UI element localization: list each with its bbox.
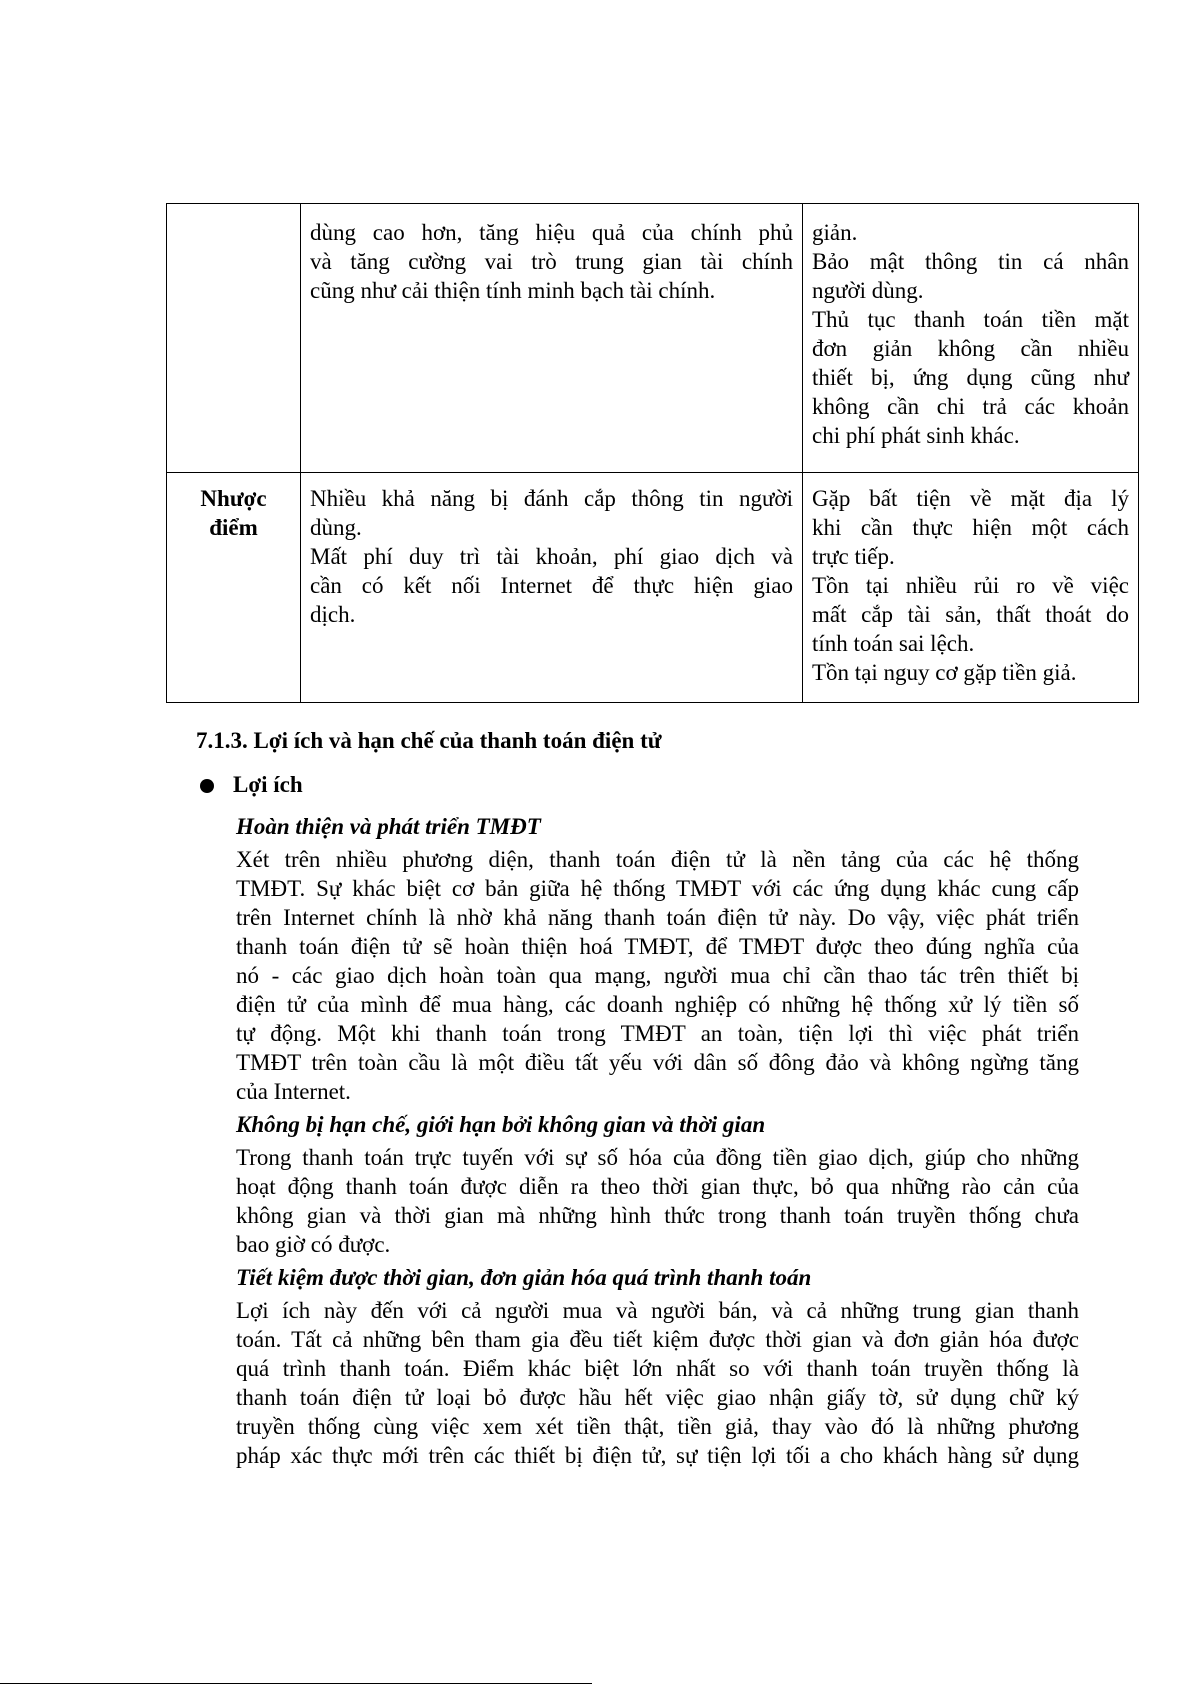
paragraph xyxy=(236,845,1079,1106)
cell-line: giản. xyxy=(812,220,858,245)
text-line: quá trình thanh toán. Điểm khác biệt lớn nhất so với thanh toán truyền thống là xyxy=(236,1356,1079,1381)
section-heading: 7.1.3. Lợi ích và hạn chế của thanh toán điện tử xyxy=(196,728,662,753)
cell-line: và tăng cường vai trò trung gian tài chính xyxy=(310,249,793,274)
row-label-line: điểm xyxy=(209,515,258,540)
row-label-cell xyxy=(167,473,301,703)
subsection-title: Tiết kiệm được thời gian, đơn giản hóa quá trình thanh toán xyxy=(236,1265,812,1290)
text-line: hoạt động thanh toán được diễn ra theo thời gian thực, bỏ qua những rào cản của xyxy=(236,1174,1079,1199)
row-label-line: Nhược xyxy=(200,486,267,511)
cell-line: đơn giản không cần nhiều xyxy=(812,336,1129,361)
text-line: thanh toán điện tử loại bỏ được hầu hết việc giao nhận giấy tờ, sử dụng chữ ký xyxy=(236,1385,1079,1410)
text-line: điện tử của mình để mua hàng, các doanh nghiệp có những hệ thống xử lý tiền số xyxy=(236,992,1079,1017)
bullet-heading xyxy=(200,770,303,800)
text-line: toán. Tất cả những bên tham gia đều tiết kiệm được thời gian và đơn giản hóa được xyxy=(236,1327,1079,1352)
cell-line: người dùng. xyxy=(812,278,924,303)
cell-line: Thủ tục thanh toán tiền mặt xyxy=(812,307,1129,332)
footnote-divider xyxy=(0,1683,592,1684)
bullet-label: Lợi ích xyxy=(233,772,303,797)
cell-line: thiết bị, ứng dụng cũng như xyxy=(812,365,1129,390)
electronic-payment-cell xyxy=(301,473,803,703)
text-line: Trong thanh toán trực tuyến với sự số hóa của đồng tiền giao dịch, giúp cho những xyxy=(236,1145,1079,1170)
text-line: tự động. Một khi thanh toán trong TMĐT an toàn, tiện lợi thì việc phát triển xyxy=(236,1021,1079,1046)
text-line: Lợi ích này đến với cả người mua và người bán, và cả những trung gian thanh xyxy=(236,1298,1079,1323)
subsection-title: Không bị hạn chế, giới hạn bởi không gian và thời gian xyxy=(236,1112,766,1137)
cell-line: dùng cao hơn, tăng hiệu quả của chính phủ xyxy=(310,220,793,245)
text-line: truyền thống cùng việc xem xét tiền thật, tiền giả, thay vào đó là những phương xyxy=(236,1414,1079,1439)
electronic-payment-cell xyxy=(301,204,803,473)
cell-line: chi phí phát sinh khác. xyxy=(812,423,1020,448)
text-line: TMĐT trên toàn cầu là một điều tất yếu với dân số đông đảo và không ngừng tăng xyxy=(236,1050,1079,1075)
comparison-table xyxy=(166,203,1139,703)
cell-line: Gặp bất tiện về mặt địa lý xyxy=(812,486,1129,511)
text-line: TMĐT. Sự khác biệt cơ bản giữa hệ thống TMĐT với các ứng dụng khác cung cấp xyxy=(236,876,1079,901)
cell-line: cần có kết nối Internet để thực hiện giao xyxy=(310,573,793,598)
section-content xyxy=(236,812,1079,1474)
subsection-title: Hoàn thiện và phát triển TMĐT xyxy=(236,814,541,839)
cell-line: Bảo mật thông tin cá nhân xyxy=(812,249,1129,274)
cell-line: tính toán sai lệch. xyxy=(812,631,975,656)
cell-line: cũng như cải thiện tính minh bạch tài chính. xyxy=(310,278,716,303)
text-line: không gian và thời gian mà những hình thức trong thanh toán truyền thống chưa xyxy=(236,1203,1079,1228)
text-line: của Internet. xyxy=(236,1079,351,1104)
text-line: trên Internet chính là nhờ khả năng thanh toán điện tử này. Do vậy, việc phát triển xyxy=(236,905,1079,930)
text-line: nó - các giao dịch hoàn toàn qua mạng, người mua chỉ cần thao tác trên thiết bị xyxy=(236,963,1079,988)
table-row-advantages-continued xyxy=(167,204,1139,473)
cell-line: trực tiếp. xyxy=(812,544,895,569)
paragraph xyxy=(236,1296,1079,1470)
text-line: pháp xác thực mới trên các thiết bị điện tử, sự tiện lợi tối a cho khách hàng sử dụng xyxy=(236,1443,1079,1468)
cell-line: Mất phí duy trì tài khoản, phí giao dịch và xyxy=(310,544,793,569)
cell-line: không cần chi trả các khoản xyxy=(812,394,1129,419)
traditional-payment-cell xyxy=(803,473,1139,703)
cell-line: dịch. xyxy=(310,602,356,627)
row-label-cell xyxy=(167,204,301,473)
text-line: thanh toán điện tử sẽ hoàn thiện hoá TMĐT, để TMĐT được theo đúng nghĩa của xyxy=(236,934,1079,959)
cell-line: Nhiều khả năng bị đánh cắp thông tin người xyxy=(310,486,793,511)
bullet-icon xyxy=(200,779,214,793)
cell-line: khi cần thực hiện một cách xyxy=(812,515,1129,540)
table-row-disadvantages xyxy=(167,473,1139,703)
paragraph xyxy=(236,1143,1079,1259)
text-line: bao giờ có được. xyxy=(236,1232,391,1257)
traditional-payment-cell xyxy=(803,204,1139,473)
cell-line: dùng. xyxy=(310,515,362,540)
cell-line: Tồn tại nguy cơ gặp tiền giả. xyxy=(812,660,1077,685)
cell-line: Tồn tại nhiều rủi ro về việc xyxy=(812,573,1129,598)
text-line: Xét trên nhiều phương diện, thanh toán điện tử là nền tảng của các hệ thống xyxy=(236,847,1079,872)
cell-line: mất cắp tài sản, thất thoát do xyxy=(812,602,1129,627)
